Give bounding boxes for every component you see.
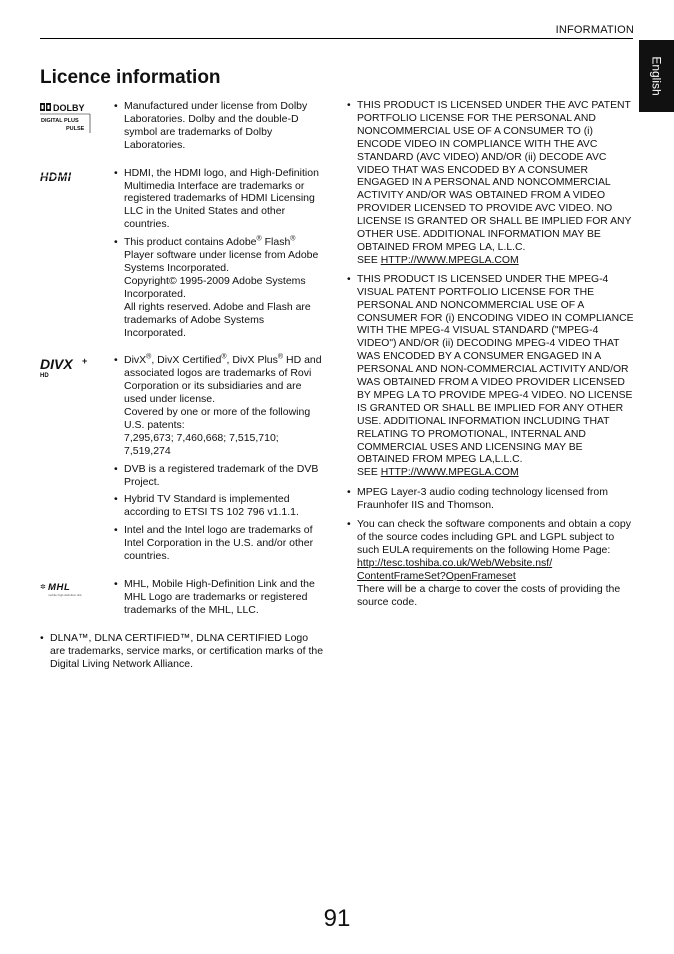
source-code-link-continued[interactable]: ContentFrameSet?OpenFrameset bbox=[357, 569, 516, 582]
list-item: • MHL, Mobile High-Definition Link and the MHL Logo are trademarks or registered trademarks of the MHL, LLC. bbox=[114, 578, 325, 617]
avc-license-text: THIS PRODUCT IS LICENSED UNDER THE AVC PATENT PORTFOLIO LICENSE FOR THE PERSONAL AND NONCOMMERCIAL USE OF A CONSUMER TO (i) ENCODE VIDEO IN COMPLIANCE WITH THE AVC STANDARD (AVC VIDEO) AND/OR (ii) DECODE AVC VIDEO THAT WAS ENCODED BY A CONSUMER ENGAGED IN A PERSONAL AND NONCOMMERCIAL ACTIVITY AND/OR WAS OBTAINED FROM A VIDEO PROVIDER LICENSED TO PROVIDE AVC VIDEO. NO LICENSE IS GRANTED OR SHALL BE IMPLIED FOR ANY OTHER USE. ADDITIONAL INFORMATION MAY BE OBTAINED FROM MPEG LA, L.L.C. bbox=[357, 100, 632, 253]
right-list bbox=[347, 100, 634, 608]
mhl-logo-tagline: mobile high-definition link bbox=[48, 593, 82, 597]
divx-logo-plus: + bbox=[82, 357, 88, 367]
divx-logo bbox=[40, 354, 114, 568]
section-header: INFORMATION bbox=[555, 24, 634, 36]
avc-see-line: SEE HTTP://WWW.MPEGLA.COM bbox=[357, 254, 519, 266]
list-item: • HDMI, the HDMI logo, and High-Definition Multimedia Interface are trademarks or registered trademarks of HDMI Licensing LLC in the United States and other countries. bbox=[114, 167, 325, 232]
patents-list: 7,295,673; 7,460,668; 7,515,710; 7,519,274 bbox=[124, 431, 279, 457]
mhl-logo bbox=[40, 578, 114, 622]
dolby-list bbox=[114, 100, 325, 157]
list-item: • DVB is a registered trademark of the DVB Project. bbox=[114, 463, 325, 489]
dolby-logo-line2: PULSE bbox=[66, 126, 85, 132]
divx-logo-sub: HD bbox=[40, 373, 49, 380]
divx-row bbox=[40, 354, 325, 568]
page-number: 91 bbox=[323, 905, 351, 932]
mhl-logo-word: MHL bbox=[48, 582, 71, 593]
left-column bbox=[40, 100, 325, 675]
dolby-row bbox=[40, 100, 325, 157]
list-item bbox=[347, 518, 634, 608]
mpeg4-license-text: THIS PRODUCT IS LICENSED UNDER THE MPEG-4 VISUAL PATENT PORTFOLIO LICENSE FOR THE PERSONAL AND NONCOMMERCIAL USE OF A CONSUMER FOR (i) ENCODING VIDEO IN COMPLIANCE WITH THE MPEG-4 VISUAL STANDARD ("MPEG-4 VIDEO") AND/OR (ii) DECODING MPEG-4 VIDEO THAT WAS ENCODED BY A CONSUMER ENGAGED IN A PERSONAL AND NON-COMMERCIAL ACTIVITY AND/OR WAS OBTAINED FROM A VIDEO PROVIDER LICENSED BY MPEG LA TO PROVIDE MPEG-4 VIDEO. NO LICENSE IS GRANTED OR SHALL BE IMPLIED FOR ANY OTHER USE. ADDITIONAL INFORMATION INCLUDING THAT RELATING TO PROMOTIONAL, INTERNAL AND COMMERCIAL USES AND LICENSING MAY BE OBTAINED FROM MPEG LA,L.L.C. bbox=[357, 273, 634, 466]
rights-line: All rights reserved. Adobe and Flash are trademarks of Adobe Systems Incorporated. bbox=[124, 300, 311, 339]
list-item: • Hybrid TV Standard is implemented according to ETSI TS 102 796 v1.1.1. bbox=[114, 493, 325, 519]
mpeg4-see-line: SEE HTTP://WWW.MPEGLA.COM bbox=[357, 467, 519, 479]
page-title: Licence information bbox=[40, 67, 221, 88]
mhl-row bbox=[40, 578, 325, 622]
language-tab-label: English bbox=[649, 56, 664, 96]
list-item bbox=[347, 100, 634, 268]
dolby-logo-word: DOLBY bbox=[53, 103, 85, 113]
mhl-list bbox=[114, 578, 325, 622]
dlna-list bbox=[40, 632, 325, 671]
list-item: • MPEG Layer-3 audio coding technology licensed from Fraunhofer IIS and Thomson. bbox=[347, 486, 634, 512]
list-item: • Manufactured under license from Dolby Laboratories. Dolby and the double-D symbol are trademarks of Dolby Laboratories. bbox=[114, 100, 325, 152]
header-rule bbox=[40, 38, 633, 39]
copyright-line: Copyright© 1995-2009 Adobe Systems Incorporated. bbox=[124, 274, 306, 300]
charge-note: There will be a charge to cover the costs of providing the source code. bbox=[357, 582, 621, 608]
gpl-text: You can check the software components and obtain a copy of the source codes including GPL and LGPL subject to such EULA requirements on the following Home Page: bbox=[357, 518, 631, 556]
language-tab bbox=[639, 40, 674, 112]
hdmi-row bbox=[40, 167, 325, 345]
patents-intro: Covered by one or more of the following U.S. patents: bbox=[124, 406, 311, 431]
hdmi-logo-word: HDMI bbox=[40, 171, 72, 184]
list-item: • Intel and the Intel logo are trademarks of Intel Corporation in the U.S. and/or other countries. bbox=[114, 524, 325, 563]
hdmi-list bbox=[114, 167, 325, 345]
list-item: • This product contains Adobe® Flash® Player software under license from Adobe Systems Incorporated. Copyright© 1995-2009 Adobe Systems Incorporated. All rights reserved. Adobe and Flash are trademarks of Adobe Systems Incorporated. bbox=[114, 236, 325, 339]
list-item: • DLNA™, DLNA CERTIFIED™, DLNA CERTIFIED Logo are trademarks, service marks, or certification marks of the Digital Living Network Alliance. bbox=[40, 632, 325, 671]
list-item bbox=[347, 274, 634, 481]
source-code-link[interactable]: http://tesc.toshiba.co.uk/Web/Website.nsf/ bbox=[357, 556, 553, 569]
svg-text:✲: ✲ bbox=[40, 583, 46, 591]
hdmi-logo bbox=[40, 167, 114, 345]
right-column bbox=[347, 100, 634, 614]
mpegla-link[interactable]: HTTP://WWW.MPEGLA.COM bbox=[380, 467, 519, 479]
divx-list bbox=[114, 354, 325, 568]
divx-logo-word: DIVX bbox=[40, 357, 73, 373]
dolby-logo-line1: DIGITAL PLUS bbox=[41, 118, 79, 124]
dolby-logo bbox=[40, 100, 114, 157]
list-item: • DivX®, DivX Certified®, DivX Plus® HD and associated logos are trademarks of Rovi Corporation or its subsidiaries and are used under license. Covered by one or more of the following U.S. patents: 7,295,673; 7,460,668; 7,515,710; 7,519,274 bbox=[114, 354, 325, 457]
mpegla-link[interactable]: HTTP://WWW.MPEGLA.COM bbox=[380, 254, 519, 266]
